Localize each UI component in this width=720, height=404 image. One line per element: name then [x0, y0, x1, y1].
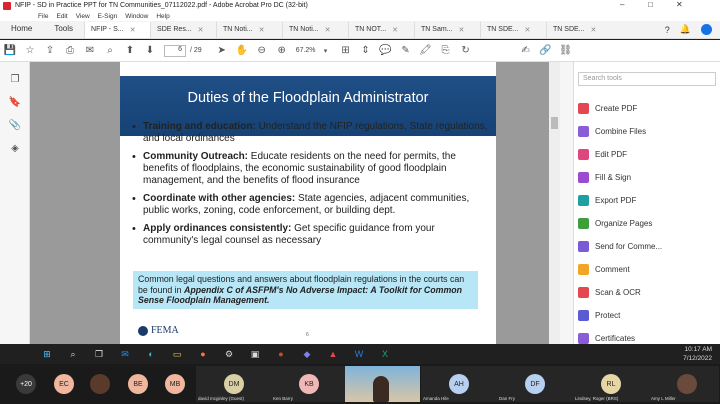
close-tab-icon[interactable]: ✕ — [129, 27, 136, 34]
pages-icon[interactable]: ❐ — [10, 74, 20, 85]
certificates-icon — [578, 333, 589, 344]
close-tab-icon[interactable]: ✕ — [392, 27, 399, 34]
search-icon[interactable]: ⌕ — [70, 348, 76, 359]
tool-send-for-comment[interactable]: Send for Comme... — [578, 238, 662, 254]
share-icon[interactable]: 🔗 — [539, 45, 552, 56]
menu-edit[interactable]: Edit — [56, 12, 68, 20]
page-total: / 29 — [190, 47, 202, 54]
comment-icon — [578, 264, 589, 275]
word-icon[interactable]: W — [354, 349, 364, 359]
pen-icon[interactable]: ✎ — [401, 45, 410, 56]
tool-scan-ocr[interactable]: Scan & OCR — [578, 284, 641, 300]
tool-protect[interactable]: Protect — [578, 307, 620, 323]
menu-esign[interactable]: E-Sign — [97, 12, 118, 20]
tool-create-pdf[interactable]: Create PDF — [578, 100, 637, 116]
sde-app-icon[interactable]: ▣ — [250, 348, 260, 359]
zoom-out-icon[interactable]: ⊖ — [257, 45, 266, 56]
outlook-icon[interactable]: ✉ — [121, 348, 129, 359]
document-tab[interactable]: TN SDE... ✕ — [480, 22, 546, 38]
tool-export-pdf[interactable]: Export PDF — [578, 192, 636, 208]
navigation-pane — [0, 62, 30, 344]
document-tab[interactable]: TN Sam... ✕ — [414, 22, 480, 38]
fit-page-icon[interactable]: ⊞ — [341, 45, 350, 56]
sign-icon[interactable]: ✍ — [521, 45, 530, 56]
avatar[interactable] — [701, 24, 712, 35]
scroll-mode-icon[interactable]: ⇕ — [361, 45, 370, 56]
page-number-input[interactable]: 6 — [164, 45, 186, 57]
page-up-icon[interactable]: ⬆ — [125, 45, 135, 56]
taskbar — [0, 344, 720, 364]
document-tab[interactable]: SDE Res... ✕ — [150, 22, 216, 38]
tools-tab[interactable]: Tools — [54, 24, 74, 33]
file-explorer-icon[interactable]: ▭ — [172, 348, 182, 359]
highlight-icon[interactable]: 🖍 — [419, 45, 432, 56]
edge-icon[interactable]: ◐ — [148, 349, 154, 359]
organize-pages-icon — [578, 218, 589, 229]
acrobat-taskbar-icon[interactable]: ▲ — [328, 349, 338, 359]
dhs-seal-icon — [138, 326, 148, 336]
avatar: BE — [128, 374, 148, 394]
upload-icon[interactable]: ⇪ — [45, 45, 55, 56]
search-icon[interactable]: ⌕ — [107, 45, 113, 56]
slide-page — [120, 62, 496, 344]
participant-tile: Amy L Miller — [649, 366, 719, 402]
task-view-icon[interactable]: ❐ — [94, 348, 104, 359]
fema-logo: FEMA — [138, 325, 179, 336]
avatar: RL — [601, 374, 621, 394]
tool-comment[interactable]: Comment — [578, 261, 630, 277]
toolbar — [0, 40, 720, 62]
vertical-scrollbar[interactable] — [549, 62, 560, 344]
tab-bar — [0, 21, 720, 39]
combine-files-icon — [578, 126, 589, 137]
menu-file[interactable]: File — [38, 12, 49, 20]
slide-page-number: 6 — [306, 332, 309, 338]
protect-icon — [578, 310, 589, 321]
mail-icon[interactable]: ✉ — [85, 45, 95, 56]
page-down-icon[interactable]: ⬇ — [145, 45, 155, 56]
bookmark-icon[interactable]: 🔖 — [8, 97, 22, 108]
avatar: MB — [165, 374, 185, 394]
system-clock[interactable]: 10:17 AM 7/12/2022 — [683, 346, 712, 362]
participant-tile: AH Amanda Hile — [421, 366, 497, 402]
search-tools-input[interactable]: Search tools — [578, 72, 716, 86]
export-pdf-icon — [578, 195, 589, 206]
close-tab-icon[interactable]: ✕ — [197, 27, 204, 34]
powerpoint-icon[interactable]: ● — [278, 349, 284, 359]
close-tab-icon[interactable]: ✕ — [258, 27, 265, 34]
close-tab-icon[interactable]: ✕ — [590, 27, 597, 34]
tool-fill-sign[interactable]: Fill & Sign — [578, 169, 631, 185]
tool-combine-files[interactable]: Combine Files — [578, 123, 646, 139]
minimize-button[interactable]: – — [620, 0, 625, 9]
menu-view[interactable]: View — [75, 12, 90, 20]
create-pdf-icon — [578, 103, 589, 114]
home-tab[interactable]: Home — [11, 24, 33, 33]
participant-tile: DF Dan Fry — [497, 366, 573, 402]
avatar: AH — [449, 374, 469, 394]
bullet-item: • Community Outreach: Educate residents on the need for permits, the benefits of floodplains, the economic sustainability of good floodplain management, and the benefits of flood insurance — [132, 151, 488, 187]
bell-icon[interactable]: 🔔 — [679, 24, 691, 34]
menu-window[interactable]: Window — [125, 12, 149, 20]
tool-organize-pages[interactable]: Organize Pages — [578, 215, 652, 231]
menu-bar — [0, 11, 720, 21]
avatar — [677, 374, 697, 394]
close-tab-icon[interactable]: ✕ — [324, 27, 331, 34]
title-bar — [0, 0, 720, 11]
send-for-comment-icon — [578, 241, 589, 252]
excel-icon[interactable]: X — [381, 349, 388, 359]
start-icon[interactable]: ⊞ — [43, 348, 51, 359]
bullet-list — [132, 121, 488, 253]
panel-collapse-handle[interactable] — [560, 62, 574, 344]
settings-icon[interactable]: ⚙ — [224, 348, 234, 359]
comment-icon[interactable]: 💬 — [379, 45, 392, 56]
document-tab[interactable]: TN Noti... ✕ — [216, 22, 282, 38]
tool-certificates[interactable]: Certificates — [578, 330, 635, 346]
tools-panel — [560, 62, 720, 344]
participant-video — [345, 366, 420, 402]
close-button[interactable]: ✕ — [676, 0, 683, 9]
document-tab[interactable]: NFIP - S... ✕ — [84, 22, 150, 38]
tool-edit-pdf[interactable]: Edit PDF — [578, 146, 627, 162]
acrobat-icon — [3, 2, 11, 10]
bullet-item: • Apply ordinances consistently: Get specific guidance from your community's legal counsel as necessary — [132, 223, 488, 247]
select-cursor-icon[interactable]: ➤ — [217, 45, 226, 56]
firefox-icon[interactable]: ● — [200, 349, 206, 359]
window-title: NFIP - SD in Practice PPT for TN Communities_07112022.pdf - Adobe Acrobat Pro DC (32-bit) — [15, 2, 308, 9]
participant-tile: RL Lindsey, Roger (BRS) — [573, 366, 649, 402]
avatar: EC — [54, 374, 74, 394]
document-tab[interactable]: TN NOT... ✕ — [348, 22, 414, 38]
scan-ocr-icon — [578, 287, 589, 298]
avatar: DM — [224, 374, 244, 394]
bullet-item: • Coordinate with other agencies: State agencies, adjacent communities, public works, zoning, code enforcement, or building dept. — [132, 193, 488, 217]
document-tab[interactable]: TN SDE... ✕ — [546, 22, 612, 38]
bullet-item: • Training and education: Understand the NFIP regulations, State regulations, and local ordinances — [132, 121, 488, 145]
link-icon[interactable]: ⛓ — [559, 45, 572, 56]
close-tab-icon[interactable]: ✕ — [524, 27, 531, 34]
teams-icon[interactable]: ◆ — [303, 348, 311, 359]
zoom-in-icon[interactable]: ⊕ — [277, 45, 286, 56]
attachment-icon[interactable]: 📎 — [8, 120, 22, 131]
close-tab-icon[interactable]: ✕ — [458, 27, 465, 34]
chevron-down-icon[interactable]: ▾ — [323, 47, 328, 55]
menu-help[interactable]: Help — [156, 12, 170, 20]
scrollbar-thumb[interactable] — [551, 117, 558, 129]
document-tab[interactable]: TN Noti... ✕ — [282, 22, 348, 38]
avatar: KB — [299, 374, 319, 394]
hand-tool-icon[interactable]: ✋ — [235, 45, 248, 56]
edit-pdf-icon — [578, 149, 589, 160]
maximize-button[interactable]: □ — [648, 0, 653, 9]
zoom-level[interactable]: 67.2% — [295, 47, 316, 54]
layers-icon[interactable]: ◈ — [11, 143, 19, 154]
participant-tile: DM david mcginley (Guest) — [196, 366, 272, 402]
save-icon[interactable]: 💾 — [3, 45, 17, 56]
participant-video-person — [373, 376, 389, 402]
participant-tile: KB Ken Barry — [271, 366, 347, 402]
print-icon[interactable]: ⎙ — [66, 45, 74, 56]
slide-title: Duties of the Floodplain Administrator — [187, 90, 429, 106]
avatar — [90, 374, 110, 394]
rotate-icon[interactable]: ↻ — [461, 45, 470, 56]
star-icon[interactable]: ☆ — [25, 45, 35, 56]
callout-box: Common legal questions and answers about floodplain regulations in the courts can be found in Appendix C of ASFPM's No Adverse Impact: A Toolkit for Common Sense Floodplain Management. — [133, 271, 478, 309]
help-icon[interactable]: ? — [664, 24, 670, 35]
stamp-icon[interactable]: ⎘ — [441, 45, 450, 56]
more-participants-badge[interactable]: +20 — [16, 374, 36, 394]
avatar: DF — [525, 374, 545, 394]
fill-sign-icon — [578, 172, 589, 183]
